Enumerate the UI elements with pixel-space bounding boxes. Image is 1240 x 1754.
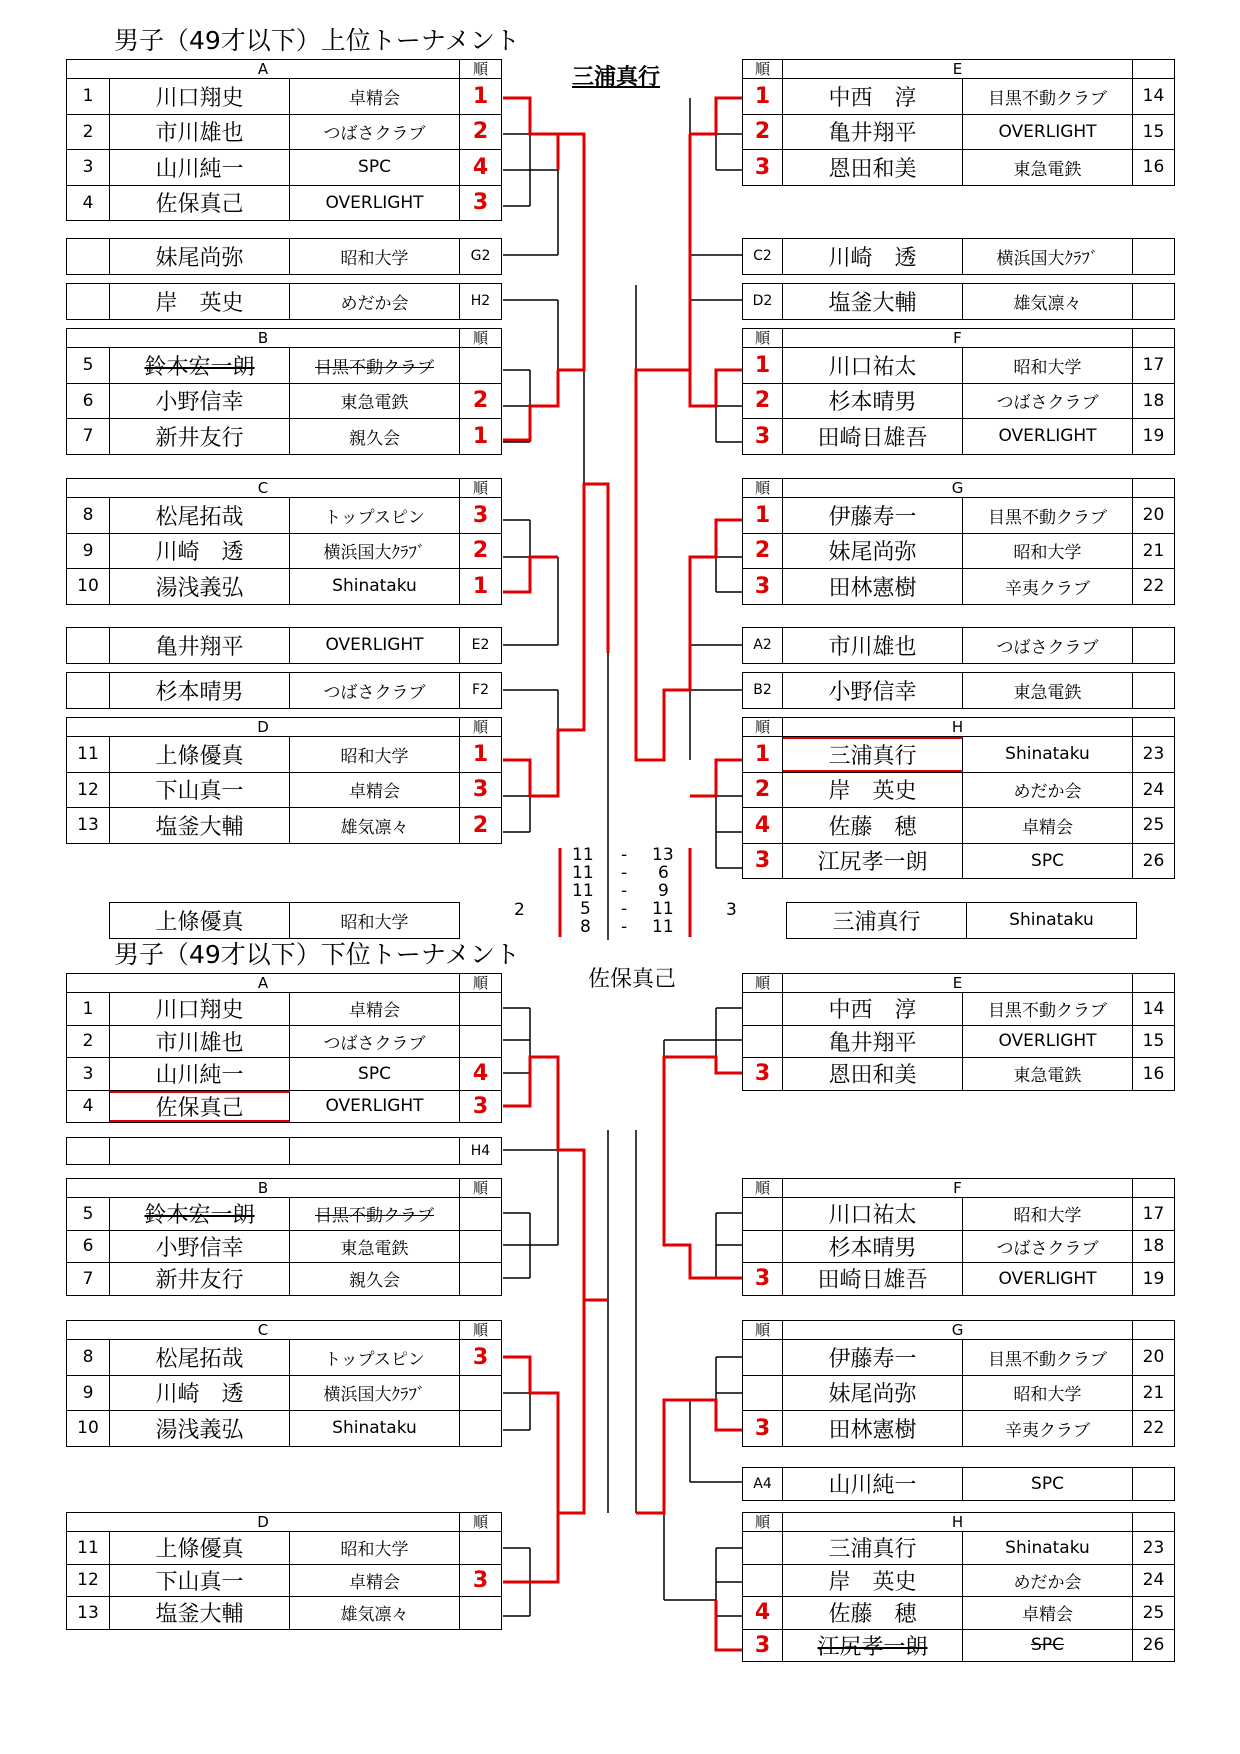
table-row: 2 杉本晴男 つばさクラブ 18	[743, 384, 1175, 420]
table-row: 3 江尻孝一朗 SPC 26	[743, 1630, 1175, 1663]
lower-group-h: 順 H 三浦真行 Shinataku 23 岸 英史 めだか会 24 4 佐藤 穂 卓精会 25 3 江尻孝一朗 SPC 26	[742, 1512, 1175, 1662]
upper-group-e: 順 E 1 中西 淳 目黒不動クラブ 14 2 亀井翔平 OVERLIGHT 15 3 恩田和美 東急電鉄 16	[742, 59, 1175, 186]
table-row: 4 佐保真己 OVERLIGHT 3	[67, 1091, 502, 1124]
final-left-player: 上條優真 昭和大学	[109, 902, 460, 939]
table-row: 3 田崎日雄吾 OVERLIGHT 19	[743, 1263, 1175, 1296]
bracket-black-lines	[503, 98, 742, 1650]
lower-group-e: 順 E 中西 淳 目黒不動クラブ 14 亀井翔平 OVERLIGHT 15 3 恩田和美 東急電鉄 16	[742, 973, 1175, 1091]
table-row: 10 湯浅義弘 Shinataku 1	[67, 569, 502, 605]
table-row: 伊藤寿一 目黒不動クラブ 20	[743, 1340, 1175, 1376]
table-row: 1 川口翔史 卓精会	[67, 993, 502, 1026]
lower-group-b: B 順 5 鈴木宏一朗 目黒不動クラブ 6 小野信幸 東急電鉄 7 新井友行 親久会	[66, 1178, 502, 1296]
upper-group-g: 順 G 1 伊藤寿一 目黒不動クラブ 20 2 妹尾尚弥 昭和大学 21 3 田林憲樹 辛夷クラブ 22	[742, 478, 1175, 605]
table-row: 3 恩田和美 東急電鉄 16	[743, 150, 1175, 186]
table-row: 12 下山真一 卓精会 3	[67, 1565, 502, 1598]
upper-seed-right-b2: B2 小野信幸 東急電鉄	[742, 672, 1175, 709]
table-row: 2 市川雄也 つばさクラブ	[67, 1026, 502, 1059]
table-row: 2 妹尾尚弥 昭和大学 21	[743, 534, 1175, 570]
table-row: 三浦真行 Shinataku 23	[743, 1532, 1175, 1565]
table-row: 11 上條優真 昭和大学	[67, 1532, 502, 1565]
upper-group-f: 順 F 1 川口祐太 昭和大学 17 2 杉本晴男 つばさクラブ 18 3 田崎日雄吾 OVERLIGHT 19	[742, 328, 1175, 455]
table-row: 5 鈴木宏一朗 目黒不動クラブ	[67, 348, 502, 384]
rank-header: 順	[460, 60, 502, 78]
table-row: 杉本晴男 つばさクラブ 18	[743, 1231, 1175, 1264]
upper-group-h: 順 H 1 三浦真行 Shinataku 23 2 岸 英史 めだか会 24 4 佐藤 穂 卓精会 25 3 江尻孝一朗 SPC 26	[742, 717, 1175, 879]
lower-group-g: 順 G 伊藤寿一 目黒不動クラブ 20 妹尾尚弥 昭和大学 21 3 田林憲樹 辛夷クラブ 22	[742, 1320, 1175, 1447]
table-row: 9 川崎 透 横浜国大ｸﾗﾌﾞ 2	[67, 534, 502, 570]
table-row: 8 松尾拓哉 トップスピン 3	[67, 1340, 502, 1376]
table-row: 12 下山真一 卓精会 3	[67, 773, 502, 809]
upper-winner: 三浦真行	[572, 65, 661, 90]
table-row: 9 川崎 透 横浜国大ｸﾗﾌﾞ	[67, 1376, 502, 1412]
table-row: 3 田崎日雄吾 OVERLIGHT 19	[743, 419, 1175, 455]
group-label: A	[67, 60, 460, 78]
upper-seed-left-g2: 妹尾尚弥 昭和大学 G2	[66, 238, 502, 275]
lower-title: 男子（49才以下）下位トーナメント	[114, 940, 520, 969]
table-row: 2 市川雄也 つばさクラブ 2	[67, 115, 502, 151]
table-row: 5 鈴木宏一朗 目黒不動クラブ	[67, 1198, 502, 1231]
table-row: 妹尾尚弥 昭和大学 21	[743, 1376, 1175, 1412]
table-row: 4 佐保真己 OVERLIGHT 3	[67, 186, 502, 222]
table-row: 11 上條優真 昭和大学 1	[67, 737, 502, 773]
lower-winner: 佐保真己	[588, 967, 677, 992]
lower-group-d: D 順 11 上條優真 昭和大学 12 下山真一 卓精会 3 13 塩釜大輔 雄気凛々	[66, 1512, 502, 1630]
table-row: 13 塩釜大輔 雄気凛々 2	[67, 808, 502, 844]
lower-seed-right-a4: A4 山川純一 SPC	[742, 1467, 1175, 1501]
lower-group-f: 順 F 川口祐太 昭和大学 17 杉本晴男 つばさクラブ 18 3 田崎日雄吾 OVERLIGHT 19	[742, 1178, 1175, 1296]
final-right-player: 三浦真行 Shinataku	[786, 902, 1137, 939]
table-row: 3 山川純一 SPC 4	[67, 1058, 502, 1091]
upper-title: 男子（49才以下）上位トーナメント	[114, 26, 520, 55]
upper-group-d: D 順 11 上條優真 昭和大学 1 12 下山真一 卓精会 3 13 塩釜大輔 雄気凛々 2	[66, 717, 502, 844]
upper-seed-left-h2: 岸 英史 めだか会 H2	[66, 283, 502, 320]
upper-group-c: C 順 8 松尾拓哉 トップスピン 3 9 川崎 透 横浜国大ｸﾗﾌﾞ 2 10 湯浅義弘 Shinataku 1	[66, 478, 502, 605]
upper-seed-right-a2: A2 市川雄也 つばさクラブ	[742, 627, 1175, 664]
table-row: 1 伊藤寿一 目黒不動クラブ 20	[743, 498, 1175, 534]
upper-group-b: B 順 5 鈴木宏一朗 目黒不動クラブ 6 小野信幸 東急電鉄 2 7 新井友行 親久会 1	[66, 328, 502, 455]
table-row: 4 佐藤 穂 卓精会 25	[743, 1597, 1175, 1630]
final-right-games: 3	[726, 900, 737, 920]
table-row: 8 松尾拓哉 トップスピン 3	[67, 498, 502, 534]
bracket-red-lines	[503, 98, 742, 1650]
upper-seed-right-d2: D2 塩釜大輔 雄気凛々	[742, 283, 1175, 320]
table-row: 6 小野信幸 東急電鉄	[67, 1231, 502, 1264]
table-row: 13 塩釜大輔 雄気凛々	[67, 1597, 502, 1630]
table-row: 3 江尻孝一朗 SPC 26	[743, 844, 1175, 880]
upper-seed-left-f2: 杉本晴男 つばさクラブ F2	[66, 672, 502, 709]
table-row: 2 岸 英史 めだか会 24	[743, 773, 1175, 809]
table-row: 10 湯浅義弘 Shinataku	[67, 1411, 502, 1447]
table-row: 岸 英史 めだか会 24	[743, 1565, 1175, 1598]
table-row: 3 田林憲樹 辛夷クラブ 22	[743, 1411, 1175, 1447]
table-row: 3 恩田和美 東急電鉄 16	[743, 1058, 1175, 1091]
table-row: 7 新井友行 親久会 1	[67, 419, 502, 455]
table-row: 7 新井友行 親久会	[67, 1263, 502, 1296]
table-row: 中西 淳 目黒不動クラブ 14	[743, 993, 1175, 1026]
table-row: 4 佐藤 穂 卓精会 25	[743, 808, 1175, 844]
final-left-games: 2	[514, 900, 525, 920]
table-row: 亀井翔平 OVERLIGHT 15	[743, 1026, 1175, 1059]
lower-seed-left-h4: H4	[66, 1137, 502, 1165]
lower-group-a: A 順 1 川口翔史 卓精会 2 市川雄也 つばさクラブ 3 山川純一 SPC 4 4 佐保真己 OVERLIGHT 3	[66, 973, 502, 1123]
table-row: 2 亀井翔平 OVERLIGHT 15	[743, 115, 1175, 151]
table-row: 1 川口祐太 昭和大学 17	[743, 348, 1175, 384]
table-row: 1 中西 淳 目黒不動クラブ 14	[743, 79, 1175, 115]
table-row: 川口祐太 昭和大学 17	[743, 1198, 1175, 1231]
table-row: 1 三浦真行 Shinataku 23	[743, 737, 1175, 773]
table-row: 6 小野信幸 東急電鉄 2	[67, 384, 502, 420]
table-row: 1 川口翔史 卓精会 1	[67, 79, 502, 115]
lower-group-c: C 順 8 松尾拓哉 トップスピン 3 9 川崎 透 横浜国大ｸﾗﾌﾞ 10 湯浅義弘 Shinataku	[66, 1320, 502, 1447]
upper-seed-right-c2: C2 川崎 透 横浜国大ｸﾗﾌﾞ	[742, 238, 1175, 275]
upper-seed-left-e2: 亀井翔平 OVERLIGHT E2	[66, 627, 502, 664]
table-row: 3 田林憲樹 辛夷クラブ 22	[743, 569, 1175, 605]
table-row: 3 山川純一 SPC 4	[67, 150, 502, 186]
